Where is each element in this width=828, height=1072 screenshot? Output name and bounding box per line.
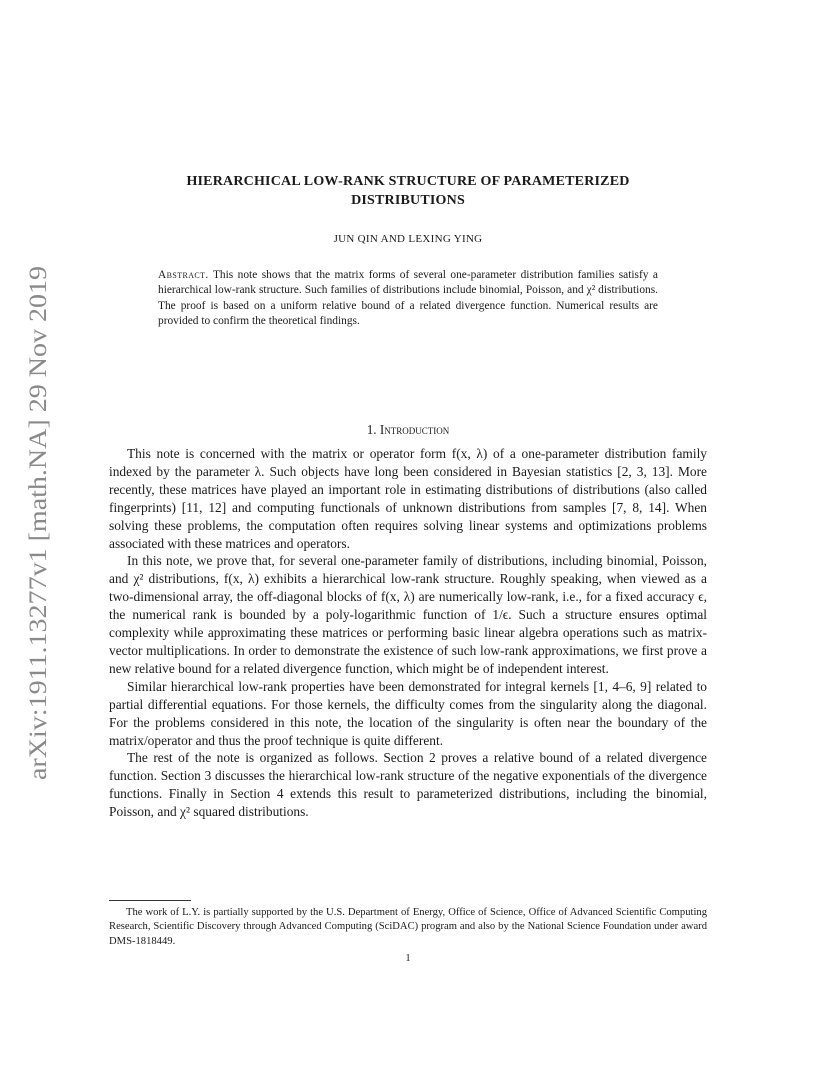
section-heading	[100, 422, 716, 438]
footnote	[109, 906, 707, 949]
paragraph-1: This note is concerned with the matrix or operator form f(x, λ) of a one-parameter distribution family indexed by the parameter λ. Such objects have long been considered in Bayesian statistics [2, 3, 13]. More recently, these matrices have played an important role in estimating distributions of distributions (also called fingerprints) [11, 12] and computing functionals of unknown distributions from samples [7, 8, 14]. When solving these problems, the computation often requires solving linear systems and optimizations problems associated with these matrices and operators.	[109, 446, 707, 551]
author-list: JUN QIN AND LEXING YING	[333, 233, 483, 245]
footnote-text: The work of L.Y. is partially supported by the U.S. Department of Energy, Office of Science, Office of Advanced Scientific Computing Research, Scientific Discovery through Advanced Computing (SciDAC) program and also by the National Science Foundation under award DMS-1818449.	[109, 907, 707, 947]
section-number: 1.	[366, 422, 377, 437]
abstract-text: This note shows that the matrix forms of several one-parameter distribution families satisfy a hierarchical low-rank structure. Such families of distributions include binomial, Poisson, and χ² distributions. The proof is based on a uniform relative bound of a related divergence function. Numerical results are provided to confirm the theoretical findings.	[158, 269, 658, 327]
section-title: Introduction	[379, 422, 450, 437]
paragraph-4: The rest of the note is organized as follows. Section 2 proves a relative bound of a related divergence function. Section 3 discusses the hierarchical low-rank structure of the negative exponentials of the divergence functions. Finally in Section 4 extends this result to parameterized distributions, including the binomial, Poisson, and χ² squared distributions.	[109, 750, 707, 820]
abstract	[158, 268, 658, 329]
arxiv-sidebar-stamp	[16, 262, 56, 782]
title-line-2: DISTRIBUTIONS	[351, 193, 465, 208]
paragraph-2: In this note, we prove that, for several one-parameter family of distributions, including binomial, Poisson, and χ² distributions, f(x, λ) exhibits a hierarchical low-rank structure. Roughly speaking, when viewed as a two-dimensional array, the off-diagonal blocks of f(x, λ) are numerically low-rank, i.e., for a fixed accuracy ϵ, the numerical rank is bounded by a poly-logarithmic function of 1/ϵ. Such a structure ensures optimal complexity while approximating these matrices or performing basic linear algebra operations such as matrix-vector multiplications. In order to demonstrate the existence of such low-rank approximations, we first prove a new relative bound for a related divergence function, which might be of independent interest.	[109, 553, 707, 676]
body-text	[109, 445, 707, 821]
title-line-1: HIERARCHICAL LOW-RANK STRUCTURE OF PARAMETERIZED	[186, 174, 630, 189]
paragraph-3: Similar hierarchical low-rank properties have been demonstrated for integral kernels [1, 4–6, 9] related to partial differential equations. For those kernels, the difficulty comes from the singularity along the diagonal. For the problems considered in this note, the location of the singularity is often near the boundary of the matrix/operator and thus the proof technique is quite different.	[109, 678, 707, 748]
page-number: 1	[405, 953, 411, 964]
paper-title	[100, 172, 716, 210]
abstract-label: Abstract.	[158, 269, 209, 281]
arxiv-stamp-svg	[16, 262, 56, 782]
footnote-rule	[109, 900, 191, 901]
arxiv-stamp-text: arXiv:1911.13277v1 [math.NA] 29 Nov 2019	[25, 321, 52, 780]
